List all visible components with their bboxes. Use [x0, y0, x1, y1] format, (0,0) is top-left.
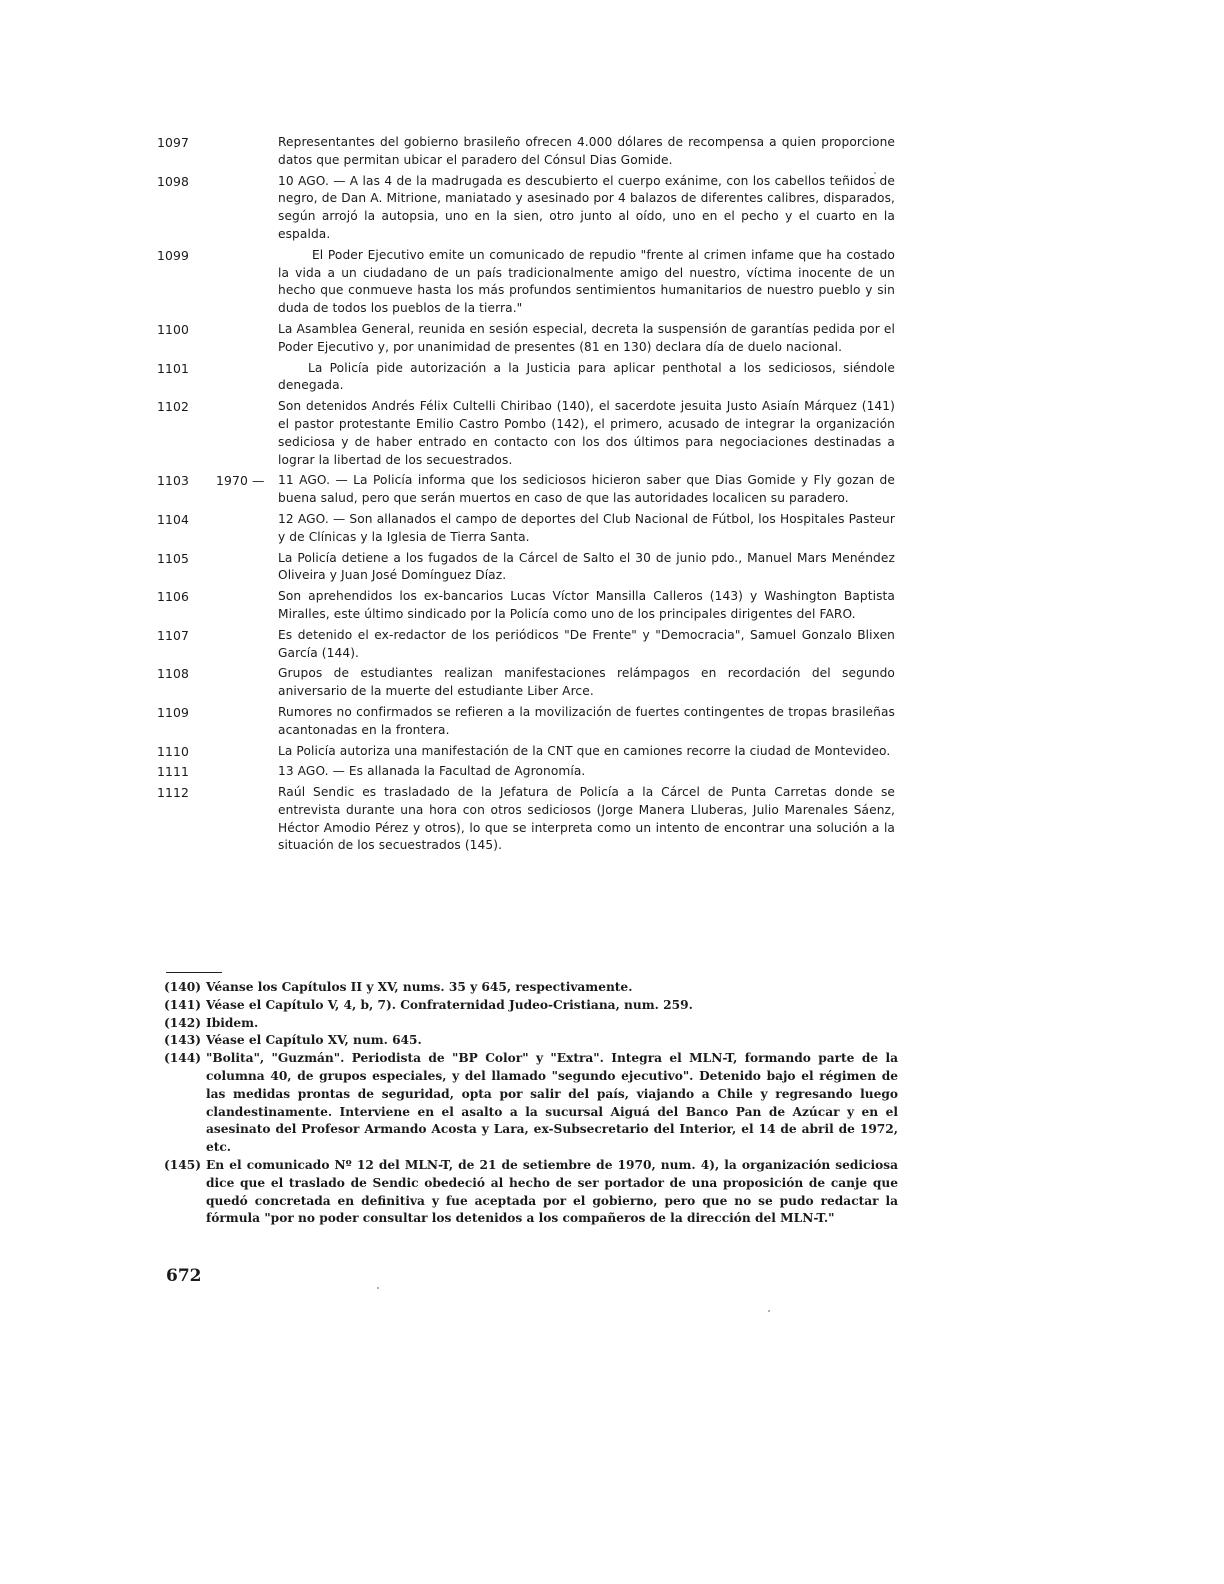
- entry: [157, 763, 895, 781]
- entry-number: 1109: [157, 704, 189, 720]
- entry: [157, 173, 895, 244]
- entry-number: 1101: [157, 360, 189, 376]
- entry-number: 1107: [157, 627, 189, 643]
- footnote-number: (144): [164, 1051, 201, 1066]
- page-number: 672: [166, 1266, 202, 1286]
- entry: [157, 784, 895, 855]
- footnote: [164, 1050, 898, 1157]
- entry-number: 1108: [157, 666, 189, 682]
- chronology-entries: [157, 134, 895, 858]
- entry-text: Representantes del gobierno brasileño ofrecen 4.000 dólares de recompensa a quien proporcione datos que permitan ubicar el paradero del Cónsul Dias Gomide.: [278, 135, 895, 167]
- entry-number: 1106: [157, 589, 189, 605]
- footnote-text: "Bolita", "Guzmán". Periodista de "BP Color" y "Extra". Integra el MLN-T, formando parte de la columna 40, de grupos especiales, y del llamado "segundo ejecutivo". Detenido bajo el régimen de las medidas prontas de seguridad, opta por salir del país, viajando a Chile y regresando luego clandestinamente. Interviene en el asalto a la sucursal Aiguá del Banco Pan de Azúcar y en el asesinato del Profesor Armando Acosta y Lara, ex-Subsecretario del Interior, el 14 de abril de 1972, etc.: [206, 1051, 898, 1155]
- footnote: [164, 997, 898, 1015]
- entry: [157, 398, 895, 469]
- footnote-number: (141): [164, 997, 201, 1012]
- entry-text: Grupos de estudiantes realizan manifestaciones relámpagos en recordación del segundo aniversario de la muerte del estudiante Liber Arce.: [278, 666, 895, 699]
- entry-text: 10 AGO. — A las 4 de la madrugada es descubierto el cuerpo exánime, con los cabellos teñidos de negro, de Dan A. Mitrione, maniatado y asesinado por 4 balazos de diferentes calibres, disparados, según arrojó la autopsia, uno en la sien, otro junto al oído, uno en el pecho y el cuarto en la espalda.: [278, 173, 895, 241]
- entry-text: 11 AGO. — La Policía informa que los sediciosos hicieron saber que Dias Gomide y Fly gozan de buena salud, pero que serán muertos en caso de que las autoridades localicen su paradero.: [278, 473, 895, 506]
- entry-text: La Asamblea General, reunida en sesión especial, decreta la suspensión de garantías pedida por el Poder Ejecutivo y, por unanimidad de presentes (81 en 130) declara día de duelo nacional.: [278, 321, 895, 354]
- footnote-text: Véanse los Capítulos II y XV, nums. 35 y 645, respectivamente.: [206, 980, 633, 994]
- entry-text: La Policía pide autorización a la Justicia para aplicar penthotal a los sediciosos, siéndole denegada.: [278, 360, 895, 393]
- entry-text: 12 AGO. — Son allanados el campo de deportes del Club Nacional de Fútbol, los Hospitales Pasteur y de Clínicas y la Iglesia de Tierra Santa.: [278, 511, 895, 544]
- entry-number: 1112: [157, 785, 189, 801]
- entry-text: 13 AGO. — Es allanada la Facultad de Agronomía.: [278, 764, 586, 779]
- entry-number: 1099: [157, 247, 189, 263]
- entry: [157, 665, 895, 701]
- entry-text: Es detenido el ex-redactor de los periódicos "De Frente" y "Democracia", Samuel Gonzalo Blixen García (144).: [278, 627, 895, 660]
- entry-number: 1110: [157, 743, 189, 759]
- entry: [157, 627, 895, 663]
- entry-year: 1970 —: [216, 473, 265, 489]
- entry-number: 1100: [157, 321, 189, 337]
- entry: [157, 321, 895, 357]
- footnote-text: En el comunicado Nº 12 del MLN-T, de 21 de setiembre de 1970, num. 4), la organización sediciosa dice que el traslado de Sendic obedeció al hecho de ser portador de una proposición de canje que quedó concretada en definitiva y fue aceptada por el gobierno, pero que no se pudo redactar la fórmula "por no poder consultar los detenidos a los compañeros de la dirección del MLN-T.": [206, 1157, 898, 1226]
- footnote-separator: [166, 972, 222, 973]
- entry: [157, 247, 895, 318]
- footnotes: [164, 979, 898, 1228]
- entry: [157, 704, 895, 740]
- scan-speck: [874, 172, 876, 174]
- scan-speck: [768, 1310, 770, 1312]
- scan-speck: [377, 1287, 379, 1289]
- entry-number: 1103: [157, 473, 189, 489]
- footnote: [164, 1032, 898, 1050]
- entry-number: 1111: [157, 764, 189, 780]
- entry-text: La Policía detiene a los fugados de la Cárcel de Salto el 30 de junio pdo., Manuel Mars Menéndez Oliveira y Juan José Domínguez Díaz.: [278, 550, 895, 583]
- entry-text: La Policía autoriza una manifestación de la CNT que en camiones recorre la ciudad de Montevideo.: [278, 743, 891, 758]
- footnote: [164, 979, 898, 997]
- entry: [157, 588, 895, 624]
- footnote: [164, 1157, 898, 1228]
- entry-text: El Poder Ejecutivo emite un comunicado de repudio "frente al crimen infame que ha costado la vida a un ciudadano de un país tradicionalmente amigo del nuestro, víctima inocente de un hecho que conmueve hasta los más profundos sentimientos humanitarios de nuestro pueblo y sin duda de todos los pueblos de la tierra.": [278, 247, 895, 316]
- entry: [157, 360, 895, 396]
- entry: [157, 511, 895, 547]
- entry-number: 1102: [157, 399, 189, 415]
- footnote-text: Véase el Capítulo XV, num. 645.: [206, 1033, 422, 1048]
- footnote-number: (142): [164, 1015, 201, 1030]
- footnote-number: (143): [164, 1033, 201, 1048]
- entry-text: Rumores no confirmados se refieren a la movilización de fuertes contingentes de tropas brasileñas acantonadas en la frontera.: [278, 704, 895, 737]
- footnote-number: (140): [164, 980, 201, 994]
- entry-text: Son aprehendidos los ex-bancarios Lucas Víctor Mansilla Calleros (143) y Washington Baptista Miralles, este último sindicado por la Policía como uno de los principales dirigentes del FARO.: [278, 589, 895, 621]
- entry: [157, 743, 895, 761]
- entry-number: 1104: [157, 511, 189, 527]
- entry-number: 1105: [157, 550, 189, 566]
- entry-number: 1097: [157, 135, 189, 150]
- entry-text: Son detenidos Andrés Félix Cultelli Chiribao (140), el sacerdote jesuita Justo Asiaín Márquez (141) el pastor protestante Emilio Castro Pombo (142), el primero, acusado de integrar la organización sediciosa y de haber entrado en contacto con los dos últimos para negociaciones destinadas a lograr la libertad de los secuestrados.: [278, 399, 895, 467]
- entry-text: Raúl Sendic es trasladado de la Jefatura de Policía a la Cárcel de Punta Carretas donde se entrevista durante una hora con otros sediciosos (Jorge Manera Lluberas, Julio Marenales Sáenz, Héctor Amodio Pérez y otros), lo que se interpreta como un intento de encontrar una solución a la situación de los secuestrados (145).: [278, 785, 895, 853]
- entry: [157, 550, 895, 586]
- footnote-text: Ibidem.: [206, 1015, 259, 1030]
- footnote: [164, 1015, 898, 1033]
- footnote-text: Véase el Capítulo V, 4, b, 7). Confraternidad Judeo-Cristiana, num. 259.: [206, 997, 693, 1012]
- footnote-number: (145): [164, 1157, 201, 1172]
- entry: [157, 472, 895, 508]
- entry-number: 1098: [157, 173, 189, 189]
- entry: [157, 134, 895, 170]
